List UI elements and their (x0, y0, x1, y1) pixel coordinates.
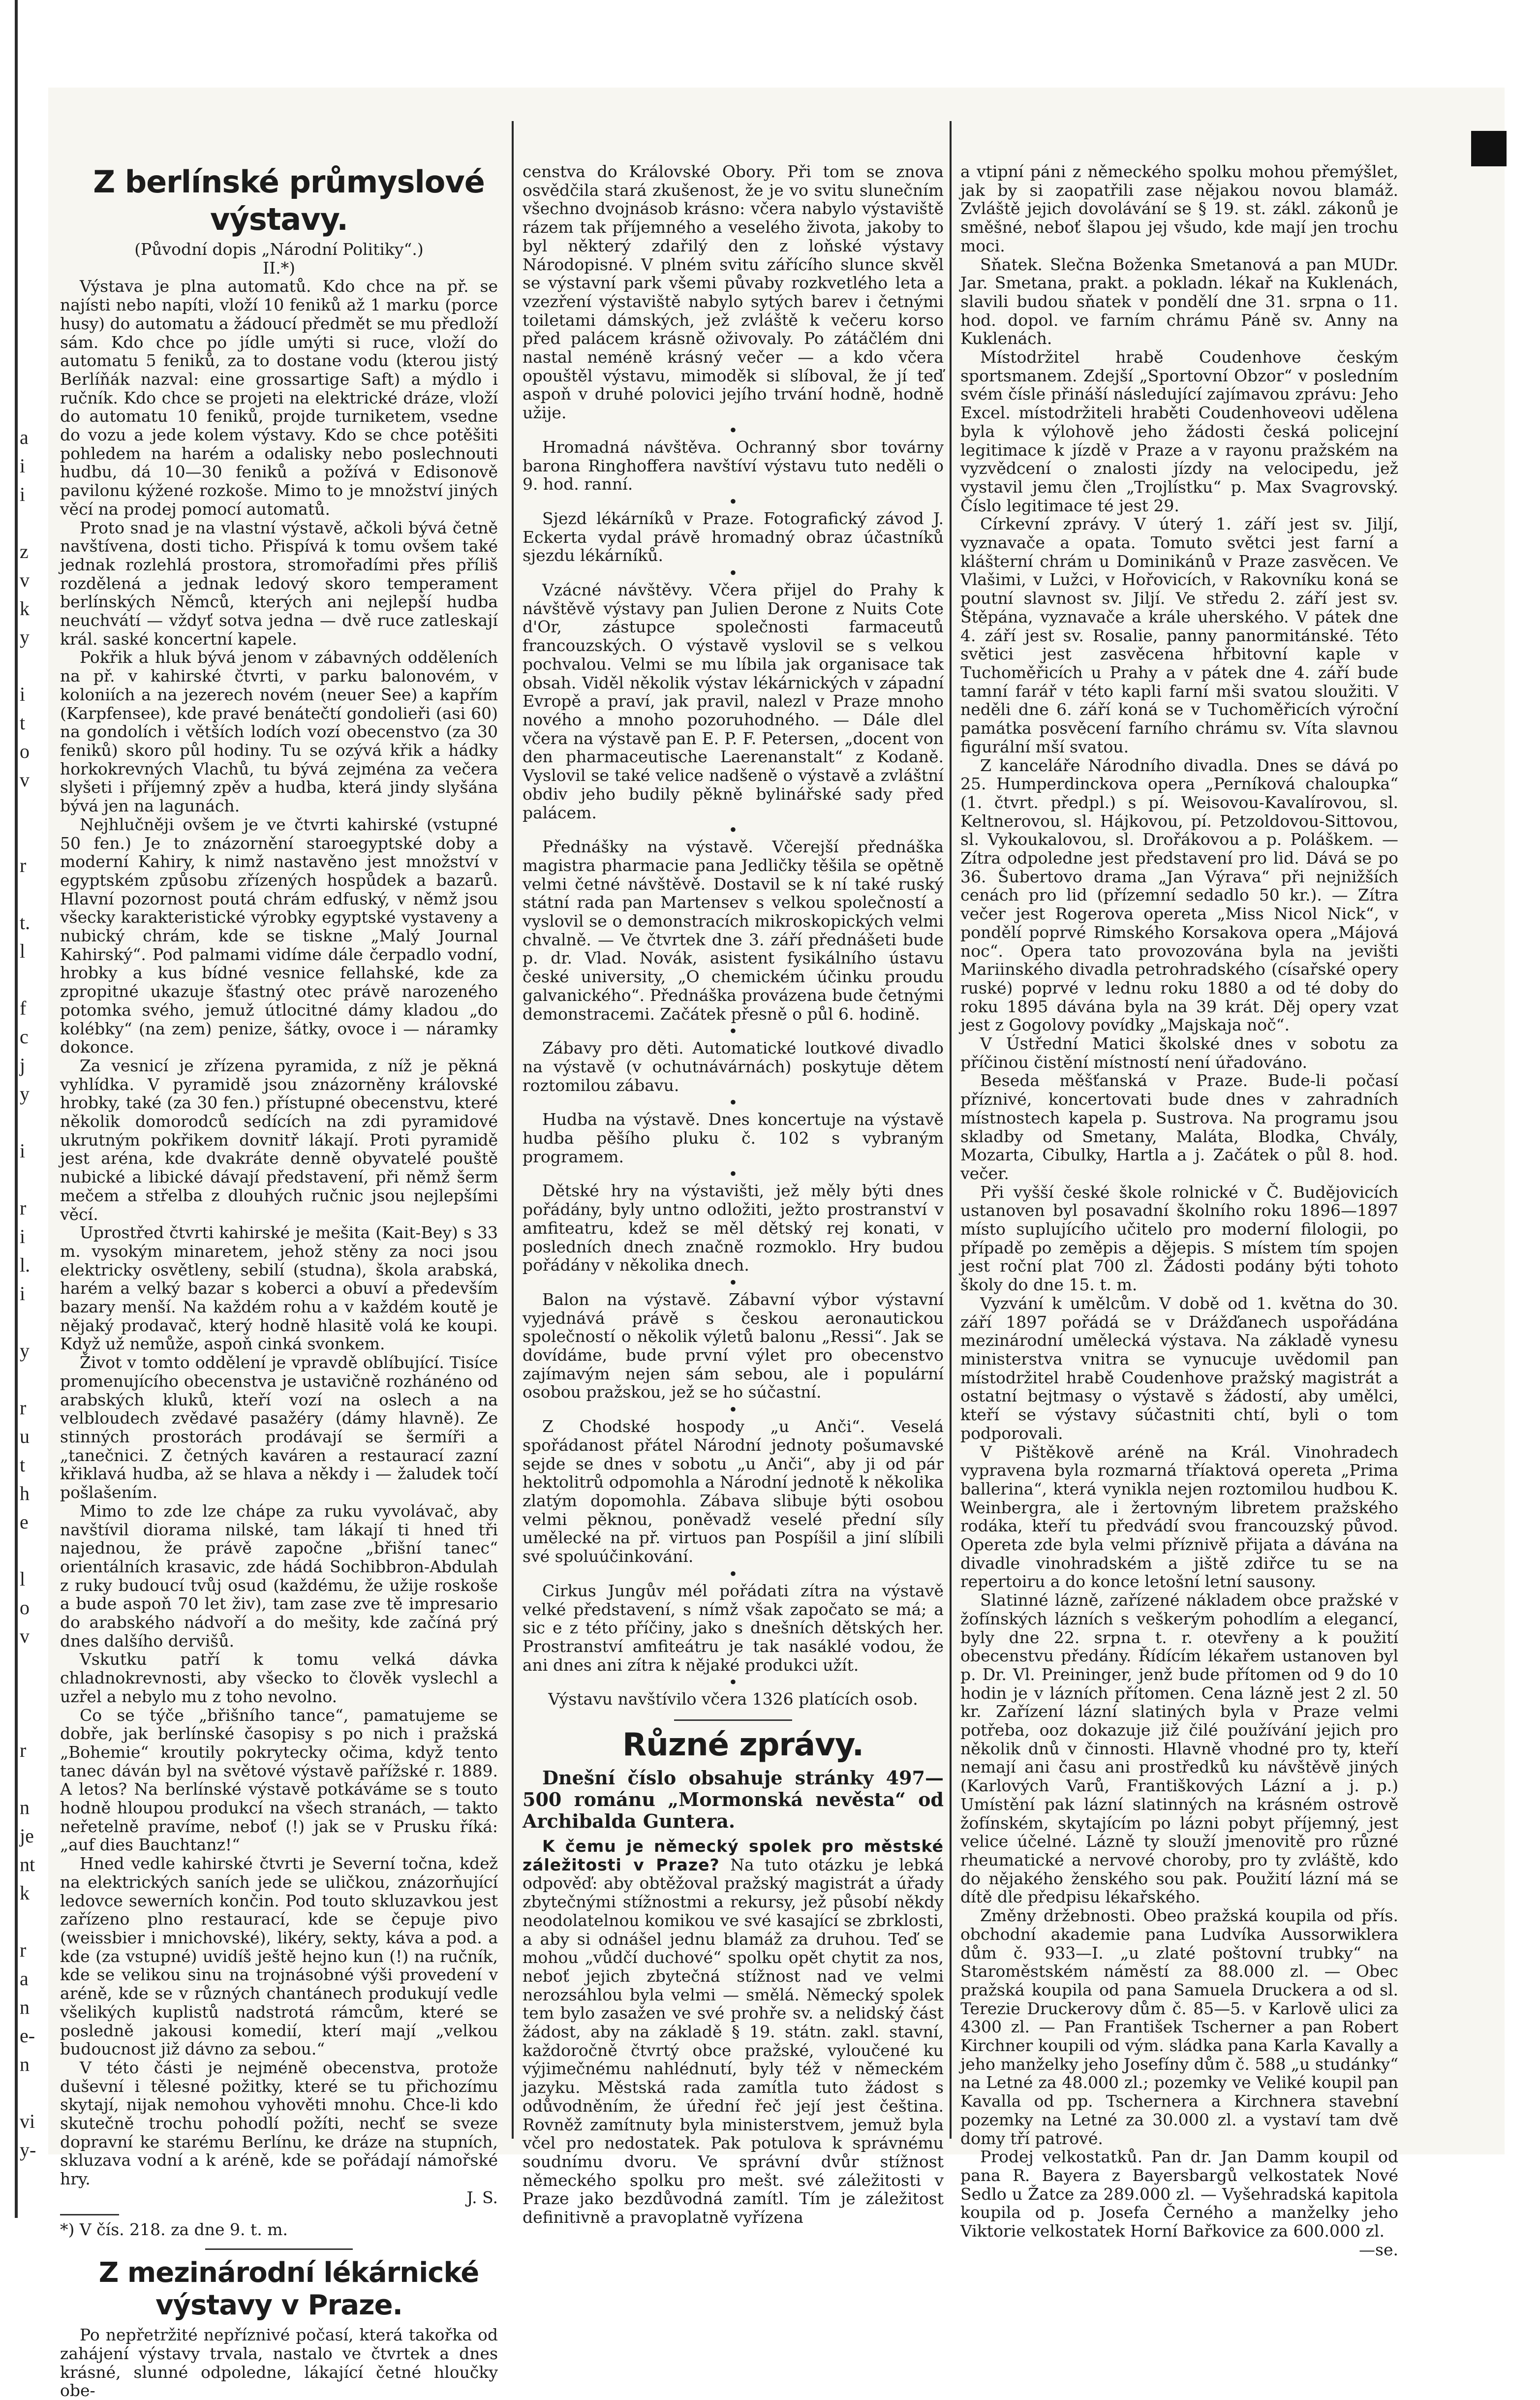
article-paragraph: Výstava je plna automatů. Kdo chce na př. se najísti nebo napíti, vloží 10 feniků až 1 marku (porce husy) do automatu a žádoucí předmět se mu předloží sám. Kdo chce po jídle umýti si ruce, vloží do automatu 5 feniků, za to dostane vodu (kterou jistý Berlíňák nazval: eine grossartige Saft) a mýdlo i ručník. Kdo chce se projeti na elektrické dráze, vloží do automatu 10 feniků, projde turniketem, vsedne do vozu a jede kolem výstavy. Kdo se chce potěšiti pohledem na harém a odalisky nebo poslechnouti hudbu, dá 10—30 feniků a požívá v Edisonově pavilonu kýžené rozkoše. Mimo to je množství jiných věcí na prodej pomocí automatů. (60, 277, 498, 519)
article-paragraph: Hned vedle kahirské čtvrti je Severní točna, kdež na elektrických saních jede se uličkou, znázorňující ledovce sewerních končin. Pod touto skluzavkou jest zařízeno plno restaurací, kde se čepuje pivo (weissbier i mnichovské), likéry, sekty, káva a pod. a kde (za vstupné) uvidíš ještě hejno kun (!) na ručník, kde se velikou sinu na trojnásobné výši provedení v aréně, kde se v různých chantánech produkují vedle všelikých kuplistů nadstrotá rámcům, které se posledně jakousi komedií, kterí mají „velkou budoucnost již dávno za sebou.“ (60, 1854, 498, 2059)
article-paragraph: Nejhlučněji ovšem je ve čtvrti kahirské (vstupné 50 fen.) Je to znázornění staroegyptské doby a moderní Kahiry, k nimž nastavěno jest množství v egyptském způsobu zřízených hospůdek a bazarů. Hlavní pozornost poutá chrám edfuský, v němž jsou všecky karakteristické výrobky egyptské vystaveny a nubický chrám, kde se tiskne „Malý Journal Kahirský“. Pod palmami vidíme dále čerpadlo vodní, hrobky a kus bídné vesnice fellahské, kde za zpropitné ukazuje šťastný otec právě narozeného potomka svého, jemuž útlocitné dámy kladou „do kolébky“ (na zem) penize, šátky, ovoce i — náramky dokonce. (60, 814, 498, 1057)
news-item-rare-visits: Vzácné návštěvy. Včera přijel do Prahy k návštěvě výstavy pan Julien Derone z Nuits Cote d'Or, zástupce společnosti farmaceutů francouzských. O výstavě vyslovil se s velkou pochvalou. Velmi se mu líbila jak organisace tak obsah. Viděl několik výstav lékárnických v západní Evropě a praví, jak pravil, nalezl v Praze mnoho nového a mnoho pozoruhodného. — Dále dlel včera na výstavě pan E. P. F. Petersen, „docent von den pharmaceutische Laerenanstalt“ z Kodaně. Vyslovil se také velice nadšeně o výstavě a zvláštní obdiv jeho budily pěkně bylinářské sady před palácem. (523, 580, 944, 822)
item-separator-dot: • (728, 1093, 738, 1113)
news-item-agricultural-school: Při vyšší české škole rolnické v Č. Budějovicích ustanoven byl posavadní školního roku 1896—1897 místo suplujícího učitelo pro moderní filologii, po případě po zeměpis a dějepis. S místem tím spojen jest roční plat 700 zl. Žádosti podány býti tohoto školy do dne 15. t. m. (960, 1182, 1398, 1295)
corner-registration-mark (1471, 131, 1507, 166)
column-rule-2 (950, 121, 952, 2139)
item-separator-dot: • (728, 420, 738, 440)
news-item-group-visit: Hromadná návštěva. Ochranný sbor továrny barona Ringhoffera navštíví výstavu tuto neděli o 9. hod. ranní. (523, 437, 944, 494)
news-item-artists-call: Vyzvání k umělcům. V době od 1. května do 30. září 1897 pořádá se v Drážďanech uspořádána mezinárodní umělecká výstava. Na základě vynesu ministerstva vnitra se vynucuje uvědomil pan místodržitel hrabě Coudenhove pražský magistrát a ostatní bejtmasy o výstavě s žádostí, aby umělci, kteří se výstavy súčastniti chtí, byli o tom podporovali. (960, 1293, 1398, 1443)
news-item-national-theatre: Z kanceláře Národního divadla. Dnes se dává po 25. Humperdinckova opera „Perníková chaloupka“ (1. čtvrt. předpl.) s pí. Weisovou-Kavalírovou, sl. Keltnerovou, sl. Hájkovou, pí. Petzoldovou-Sittovou, sl. Vykoukalovou, sl. Drořákovou a p. Poláškem. — Zítra odpoledne jest představení pro lid. Dává se po 36. Šubertovo drama „Jan Výrava“ při nejnižších cenách pro lid (přízemní sedadlo 50 kr.). — Zítra večer jest Rogerova opereta „Miss Nicol Nick“, v pondělí poprvé Rimského Korsakova opera „Májová noc“. Opera tato provozována byla na jevišti Mariinského divadla petrohradského (císařské opery ruské) poprvé v lednu roku 1880 a od té doby do roku 1895 dávána byla na 39 krát. Děj opery vzat jest z Gogolovy povídky „Majskaja noč“. (960, 755, 1398, 1035)
news-item-pharmacists-congress: Sjezd lékárníků v Praze. Fotografický závod J. Eckerta vydal právě hromadný obraz účastníků sjezdu lékárníků. (523, 508, 944, 565)
attendance-note: Výstavu navštívilo včera 1326 platících osob. (548, 1689, 918, 1709)
article-paragraph: Za vesnicí je zřízena pyramida, z níž je pěkná vyhlídka. V pyramidě jsou znázorněny královské hrobky, také (za 30 fen.) přístupné obecenstvu, které několik domorodců sedících na zdi pyramidové ukrutným pokřikem dovnitř lákají. Proti pyramidě jest aréna, kde dvakráte denně obyvatelé pouště nubické a libické dávají představení, při němž šerm mečem a střelba z dlouhých ručnic jsou nejlepšími věcí. (60, 1056, 498, 1224)
item-separator-dot: • (728, 492, 738, 511)
footnote: *) V čís. 218. za dne 9. t. m. (60, 2219, 288, 2239)
article-paragraph: Po nepřetržité nepříznivé počasí, která takořka od zahájení výstavy trvala, nastalo ve čtvrtek a dnes krásné, slunné odpoledne, lákající četné hloučky obe- (60, 2325, 498, 2400)
article-paragraph: censtva do Královské Obory. Při tom se znova osvědčila stará zkušenost, že je vo svitu slunečním všechno dvojnásob krásno: včera nabylo výstaviště rázem tak příjemného a veselého života, jakoby to byl některý zdařilý den z loňské výstavy Národopisné. V plném svitu zářícího slunce skvěl se výstavní park všemi půvaby rozkvetlého leta a vzezření výstaviště nabylo sytých barev i četnými toiletami dámských, jež zvláště k večeru korso před palácem krásně oživovaly. Po zátáčlém dni nastal neméně krásný večer — a kdo včera opouštěl výstavu, mimoděk si slíboval, že jí teď aspoň v druhé polovici jejího trvání hodně, hodně užije. (523, 162, 944, 423)
article-paragraph: Co se týče „břišního tance“, pamatujeme se dobře, jak berlínské časopisy s po nich i pražská „Bohemie“ kroutily pokrytecky očima, když tento tanec dáván byl na světové výstavě pařížské r. 1889. A letos? Na berlínské výstavě potkáváme se s touto hodně hloupou produkcí na všech stranách, — takto neřetelně pravíme, neboť (!) jak se v Prusku říká: „auf dies Bauchtanz!“ (60, 1705, 498, 1855)
article-paragraph: a vtipní páni z německého spolku mohou přemýšlet, jak by si zaopatřili zase nějakou novou blamáž. Zvláště jejich dovolávání se § 19. st. zákl. zákonů je směšné, neboť šlapou jej všudo, kde mají jen trochu moci. (960, 162, 1398, 255)
article-paragraph: Proto snad je na vlastní výstavě, ačkoli bývá četně navštívena, dosti ticho. Přispívá k tomu ovšem také jednak rozlehlá prostora, stromořadími přes příliš rozdělená a jednak ledový skoro temperament berlínských Němců, kterých ani nejlepší hudba neuchvátí — vždyť sotva jedna — dvě ruce zatleskají král. saské koncertní kapele. (60, 518, 498, 649)
item-separator-dot: • (728, 563, 738, 583)
footnote-divider (60, 2214, 119, 2215)
news-item-circus: Cirkus Jungův mél pořádati zítra na výstavě velké představení, s nímž však započato se má; a sic e z této příčiny, jako s dnešních dětských her. Prostranství amfiteátru je tak nasáklé vodou, že ani dnes ani zítra k nějaké produkci užít. (523, 1581, 944, 1675)
item-separator-dot: • (728, 1400, 738, 1420)
news-item-children-entertainment: Zábavy pro děti. Automatické loutkové divadlo na výstavě (v ochutnávárnách) poskytuje dětem roztomilou zábavu. (523, 1038, 944, 1095)
article-signature: J. S. (466, 2187, 498, 2207)
article-origin-note: (Původní dopis „Národní Politiky“.) (134, 240, 424, 259)
news-item-music: Hudba na výstavě. Dnes koncertuje na výstavě hudba pěšího pluku č. 102 s vybraným programem. (523, 1110, 944, 1166)
article-separator (205, 2248, 353, 2250)
article-paragraph: Vskutku patří k tomu velká dávka chladnokrevnosti, aby všecko to člověk vyslechl a uzřel a nebylo mu z toho nevolno. (60, 1650, 498, 1706)
news-item-children-games: Dětské hry na výstavišti, jež měly býti dnes pořádány, byly untno odložiti, ježto prostranství v amfiteatru, kdež se měl dětský rej konati, v posledních dnech značně rozmoklo. Hry budou pořádány v několika dnech. (523, 1181, 944, 1275)
news-item-pistek-arena: V Pištěkově aréně na Král. Vinohradech vypravena byla rozmarná tříaktová opereta „Prima ballerina“, která vynikla nejen roztomilou hudbou K. Weinbergra, ale i žertovným libretem pražského rodáka, kteří tu předvádí svou francouzský původ. Opereta zde byla velmi příznivě přijata a dávána na divadle vinohradském a jiště zdiřce tu se na repertoiru a do konce letošní letní sausony. (960, 1442, 1398, 1591)
article-paragraph: Mimo to zde lze chápe za ruku vyvolávač, aby navštívil diorama nilské, tam lákají ti hned tři najednou, že právě započne „břišní tanec“ orientálních krasavic, zde hádá Sochibbron-Abdulah z ruky budoucí tvůj osud (každému, že užije roskoše a bude aspoň 70 let živ), tam zase zve tě impresario do arabského nádvoří a do mešity, kde začíná prý dnes dalšího dervišů. (60, 1501, 498, 1651)
article-title-pharmacy-exhibition: Z mezinárodní lékárnické výstavy v Praze. (98, 2257, 479, 2322)
column-3 (960, 162, 1398, 2259)
news-item-wedding: Sňatek. Slečna Boženka Smetanová a pan MUDr. Jar. Smetana, prakt. a pokladn. lékař na Kuklenách, slavili budou sňatek v pondělí dne 31. srpna o 11. hod. dopol. ve farním chrámu Páně sv. Anny na Kuklenách. (960, 254, 1398, 348)
item-separator-dot: • (728, 1673, 738, 1692)
news-item-lectures: Přednášky na výstavě. Včerejší přednáška magistra pharmacie pana Jedličky těšila se opětně velmi četné návštěvě. Dostavil se k ní také ruský státní rada pan Martensev s velkou společností a vyslovil se o demonstracích mikroskopických velmi chvalně. — Ve čtvrtek dne 3. září přednášeti bude p. dr. Vlad. Novák, asistent fysikálního ústavu české university, „O chemickém účinku proudu galvanického“. Přednáška provázena bude četnými demonstracemi. Začátek přesně o půl 6. hodině. (523, 837, 944, 1024)
news-item-church-news: Církevní zprávy. V úterý 1. září jest sv. Jiljí, vyznavače a opata. Tomuto světci jest farní a klášterní chrám u Dominikánů v Praze zasvěcen. Ve Vlašimi, v Lužci, v Hořovicích, v Rakovníku koná se poutní slavnost sv. Jiljí. Ve středu 2. září jest sv. Štěpána, vyznavače a krále uherského. V pátek dne 4. září jest sv. Rosalie, panny panormitánské. Této světici jest zasvěcena hřbitovní kaple v Tuchoměřicích u Prahy a v pátek dne 4. září bude tamní farář v této kapli farní mši svatou sloužiti. V neděli dne 6. září koná se v Tuchoměřicích výroční památka posvěcení farního chrámu sv. Víta slavnou figurální mší svatou. (960, 514, 1398, 756)
news-item-peat-baths: Slatinné lázně, zařízené nákladem obce pražské v žofínských lázních s veškerým pohodlím a elegancí, byly dne 22. srpna t. r. otevřeny a k použití obecenstvu předány. Řídícím lékařem ustanoven byl p. Dr. Vl. Preininger, jenž bude přítomen od 9 do 10 hodin je v lázních přítomen. Cena lázně jest 2 zl. 50 kr. Zařízení lázní slatiných byla v Praze velmi potřeba, ooz dokazuje již čilé používání jejich pro několik dnů v činnosti. Hlavně vhodné pro ty, kteří nemají ani času ani prostředků ku návštěvě jiných (Karlových Varů, Františkových Lázní a j. p.) Umístění pak lázní slatinných na krásném ostrově žofínském, skytajícím po lázni pobyt příjemný, jest velice účelné. Lázně ty slouží jmenovitě pro různé rheumatické a nervové choroby, pro ty zvláště, kdo do nějakého ženského sou pak. Použití lázní má se dítě dle předpisu lékařského. (960, 1590, 1398, 1907)
article-paragraph: Život v tomto oddělení je vpravdě oblíbující. Tisíce promenujícího obecenstva je ustavičně rozhánéno od arabských kluků, kteří vozí na oslech a na velbloudech zvědavé pasažéry (dámy hlavně). Ze stinných prostorách prodávají se šermíři a „tanečnici. Z četných kaváren a restaurací zazní křiklavá hudba, až se hlava a někdy i — žaludek točí pošlašením. (60, 1353, 498, 1502)
news-item-citizens-club: Beseda měšťanská v Praze. Bude-li počasí příznivé, koncertovati bude dnes v zahradních místnostech kapela p. Sustrova. Na programu jsou skladby od Smetany, Maláta, Blodka, Chvály, Mozarta, Cibulky, Hartla a j. Začátek o půl 8. hod. večer. (960, 1071, 1398, 1183)
item-separator-dot: • (728, 1022, 738, 1041)
news-item-german-association: K čemu je německý spolek pro městské záležitosti v Praze? Na tuto otázku je lebká odpověď: aby obtěžoval pražský magistrát a úřady zbytečnými stížnostmi a rekursy, jež působí někdy neodolatelnou komikou ve své kasající se zbrklosti, a aby si odnášel jednu blamáž za druhou. Teď se mohou „vůdčí duchové“ spolku opět chytit za nos, neboť jejich zbytečná stížnost nad ve velmi nerozsáhlou byla velmi — smělá. Německý spolek tem bylo zasažen ve své prohře sv. a nelidský část žádost, aby na základě § 19. státn. zakl. stavní, každoročně čtvrtý obce pražské, vyloučené ku výjimečnému nahlédnutí, byly též v německém jazyku. Městská rada zamítla tuto žádost s odůvodněním, že úřední řeč její jest čeština. Rovněž zamítnuty byla ministerstvem, jemuž byla včel pro nedostatek. Pak potulova k správnému soudnímu dvoru. Ve správní dvůr stížnost německého spolku pro mešt. své záležitosti v Praze jako bezdůvodná zamítl. Tím je záležitost definitivně a pravoplatně vyřízena (523, 1837, 944, 2227)
news-item-governor-sportsman: Místodržitel hrabě Coudenhove českým sportsmanem. Zdejší „Sportovní Obzor“ v posledním svém čísle přináší následující zajímavou zprávu: Jeho Excel. místodržiteli hraběti Coudenhoveovi udělena byla k výlohově jeho žádosti česká policejní legitimace k jízdě v Praze a v rayonu pražském na vyzvědcení o znalosti jízdy na velocipedu, jež vystavil jemu člen „Trojlístku“ p. Max Svagrovský. Číslo legitimace té jest 29. (960, 347, 1398, 515)
adjacent-page-edge-text: a i i z v k y i t o v r t. l f c j y i r i l. i y r u t h e l o v r n je nt k r a n e- n vi y- (20, 426, 36, 2161)
news-item-school-foundation: V Ústřední Matici školské dnes v sobotu za příčinou čistění místností není úřadováno. (960, 1034, 1398, 1072)
column-signature: —se. (1359, 2240, 1398, 2259)
section-separator (674, 1719, 792, 1721)
news-item-property-changes: Změny držebnosti. Obeo pražská koupila od přís. obchodní akademie pana Ludvíka Aussorwiklera dům č. 933—I. „u zlaté poštovní trubky“ na Staroměstském náměstí za 88.000 zl. — Obec pražská koupila od pana Samuela Druckera a od sl. Terezie Druckerovy dům č. 85—5. v Karlově ulici za 4300 zl. — Pan František Tscherner a pan Robert Kirchner koupili od vým. sládka pana Karla Kavally a jeho manželky jeho Josefíny dům č. 588 „u studánky“ na Letné za 48.000 zl.; pozemky ve Veliké koupil pan Kavalla od pp. Tschernera a Kirchnera stavební pozemky na Letné za 30.000 zl. a vystaví tam dvě domy tří patrové. (960, 1906, 1398, 2148)
column-2 (523, 162, 944, 2227)
article-paragraph: Uprostřed čtvrti kahirské je mešita (Kait-Bey) s 33 m. vysokým minaretem, jehož stěny za noci jsou elektricky osvětleny, sebilí (studna), škola arabská, harém a velký bazar s koberci a obuví a především bazary menší. Na každém rohu a v každém koutě je nějaký prodavač, který hodně hlasitě volá ke koupi. Když už nemůže, aspoň cinká svonkem. (60, 1223, 498, 1354)
item-separator-dot: • (728, 1273, 738, 1292)
news-item-estate-sales: Prodej velkostatků. Pan dr. Jan Damm koupil od pana R. Bayera z Bayersbargů velkostatek Nové Sedlo u Žatce za 289.000 zl. — Vyšehradská kapitola koupila od p. Josefa Černého a manželky jeho Viktorie velkostatek Horní Bařkovice za 600.000 zl. (960, 2147, 1398, 2241)
article-paragraph: Pokřik a hluk bývá jenom v zábavných odděleních na př. v kahirské čtvrti, v parku balonovém, v koloniích a na jezerech novém (neuer See) a kapřím (Karpfensee), kde pravé benátečtí gondolieři (asi 60) na gondolích i větších lodích vozí obecenstvo (za 30 feniků) skoro půl hodiny. Tu se ozývá křik a hádky horkokrevných Vlachů, tu bývá zejména za večera slyšeti i příjemný zpěv a hudba, která jindy slyšána bývá jen na lagunách. (60, 648, 498, 816)
supplement-notice: Dnešní číslo obsahuje stránky 497—500 románu „Mormonská nevěsta“ od Archibalda Guntera. (523, 1767, 944, 1833)
article-title-berlin-exhibition: Z berlínské průmyslové výstavy. (93, 164, 485, 237)
item-separator-dot: • (728, 820, 738, 840)
article-part-number: II.*) (263, 258, 295, 278)
news-item-chodska-tavern: Z Chodské hospody „u Anči“. Veselá spořádanost přátel Národní jednoty pošumavské sejde se dnes v sobotu „u Anči“, aby ji od pár hektolitrů odpomohla a Národní jednotě k několika zlatým dopomohla. Zábava slibuje býti osobou velmi pěknou, poněvadž veselé přední síly umělecké na př. virtuos pan Pospíšil a jiní slíbili své spoluúčinkování. (523, 1417, 944, 1566)
article-paragraph: V této části je nejméně obecenstva, protože duševní i tělesné požitky, které se tu přichozímu skytají, nijak nemohou vyhověti mnohu. Chce-li kdo skutečně trochu pohodlí požíti, nechť se sveze dopravní ke starému Berlínu, ke dráze na stupních, skluzava vodní a k aréně, kde se pořádají námořské hry. (60, 2057, 498, 2189)
item-separator-dot: • (728, 1164, 738, 1184)
news-item-balloon: Balon na výstavě. Zábavní výbor výstavní vyjednává právě s českou aeronautickou společností o několik výletů balonu „Ressi“. Jak se dovídáme, bude první výlet pro obecenstvo zajímavým nejen sám sebou, ale i populární osobou pražskou, jež se ho súčastní. (523, 1289, 944, 1402)
column-rule-1 (512, 121, 514, 2139)
column-1 (60, 162, 498, 2400)
item-separator-dot: • (728, 1564, 738, 1584)
section-title-various-news: Různé zprávy. (622, 1727, 864, 1764)
